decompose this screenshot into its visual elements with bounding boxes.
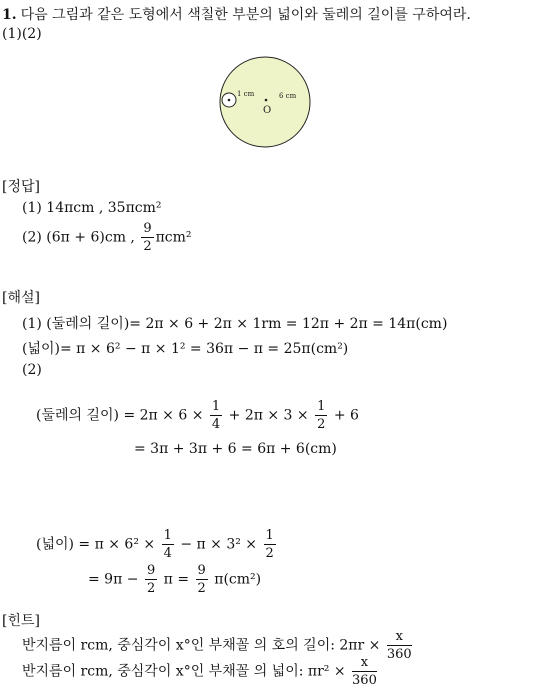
question-line bbox=[2, 4, 471, 24]
perimeter-equation-1: (둘레의 길이) = 2π × 6 × $\frac{1}{4}$ + 2π × 3 × $\frac{1}{2}$ + 6 bbox=[36, 399, 359, 432]
answer-fraction: $\frac{9}{2}$ bbox=[143, 221, 152, 254]
area-equation-2: = 9π − $\frac{9}{2}$ π = $\frac{9}{2}$ π(cm²) bbox=[88, 563, 262, 596]
explanation-line-1: (1) (둘레의 길이)= 2π × 6 + 2π × 1rm = 12π + 2π = 14π(cm) bbox=[22, 316, 448, 332]
hint-heading: [힌트] bbox=[2, 613, 40, 629]
center-label: O bbox=[263, 105, 272, 116]
explanation-line-3: (2) bbox=[22, 362, 42, 378]
large-radius-label: 6 cm bbox=[279, 92, 297, 100]
hint-line-2: 반지름이 rcm, 중심각이 x°인 부채꼴 의 넓이: πr² × $\frac{x}{360}$ bbox=[22, 655, 377, 688]
answer-line-2: (2) (6π + 6)cm , $\frac{9}{2}$ πcm² bbox=[22, 221, 192, 254]
question-number: 1. bbox=[2, 7, 17, 23]
center-point bbox=[265, 99, 268, 102]
area-equation-1: (넓이) = π × 6² × $\frac{1}{4}$ − π × 3² × $\frac{1}{2}$ bbox=[36, 528, 274, 561]
circle-figure bbox=[215, 52, 325, 152]
answer-heading: [정답] bbox=[2, 179, 40, 195]
hint-line-1: 반지름이 rcm, 중심각이 x°인 부채꼴 의 호의 길이: 2πr × $\frac{x}{360}$ bbox=[22, 629, 412, 662]
question-parts: (1)(2) bbox=[2, 26, 42, 42]
small-circle-center bbox=[228, 99, 231, 102]
question-text: 다음 그림과 같은 도형에서 색칠한 부분의 넓이와 둘레의 길이를 구하여라. bbox=[20, 7, 471, 23]
small-radius-label: 1 cm bbox=[237, 90, 255, 98]
perimeter-equation-2: = 3π + 3π + 6 = 6π + 6(cm) bbox=[134, 441, 337, 457]
explanation-line-2: (넓이)= π × 6² − π × 1² = 36π − π = 25π(cm²) bbox=[22, 341, 349, 357]
explanation-heading: [해설] bbox=[2, 290, 40, 306]
answer-line-1: (1) 14πcm , 35πcm² bbox=[22, 200, 162, 216]
